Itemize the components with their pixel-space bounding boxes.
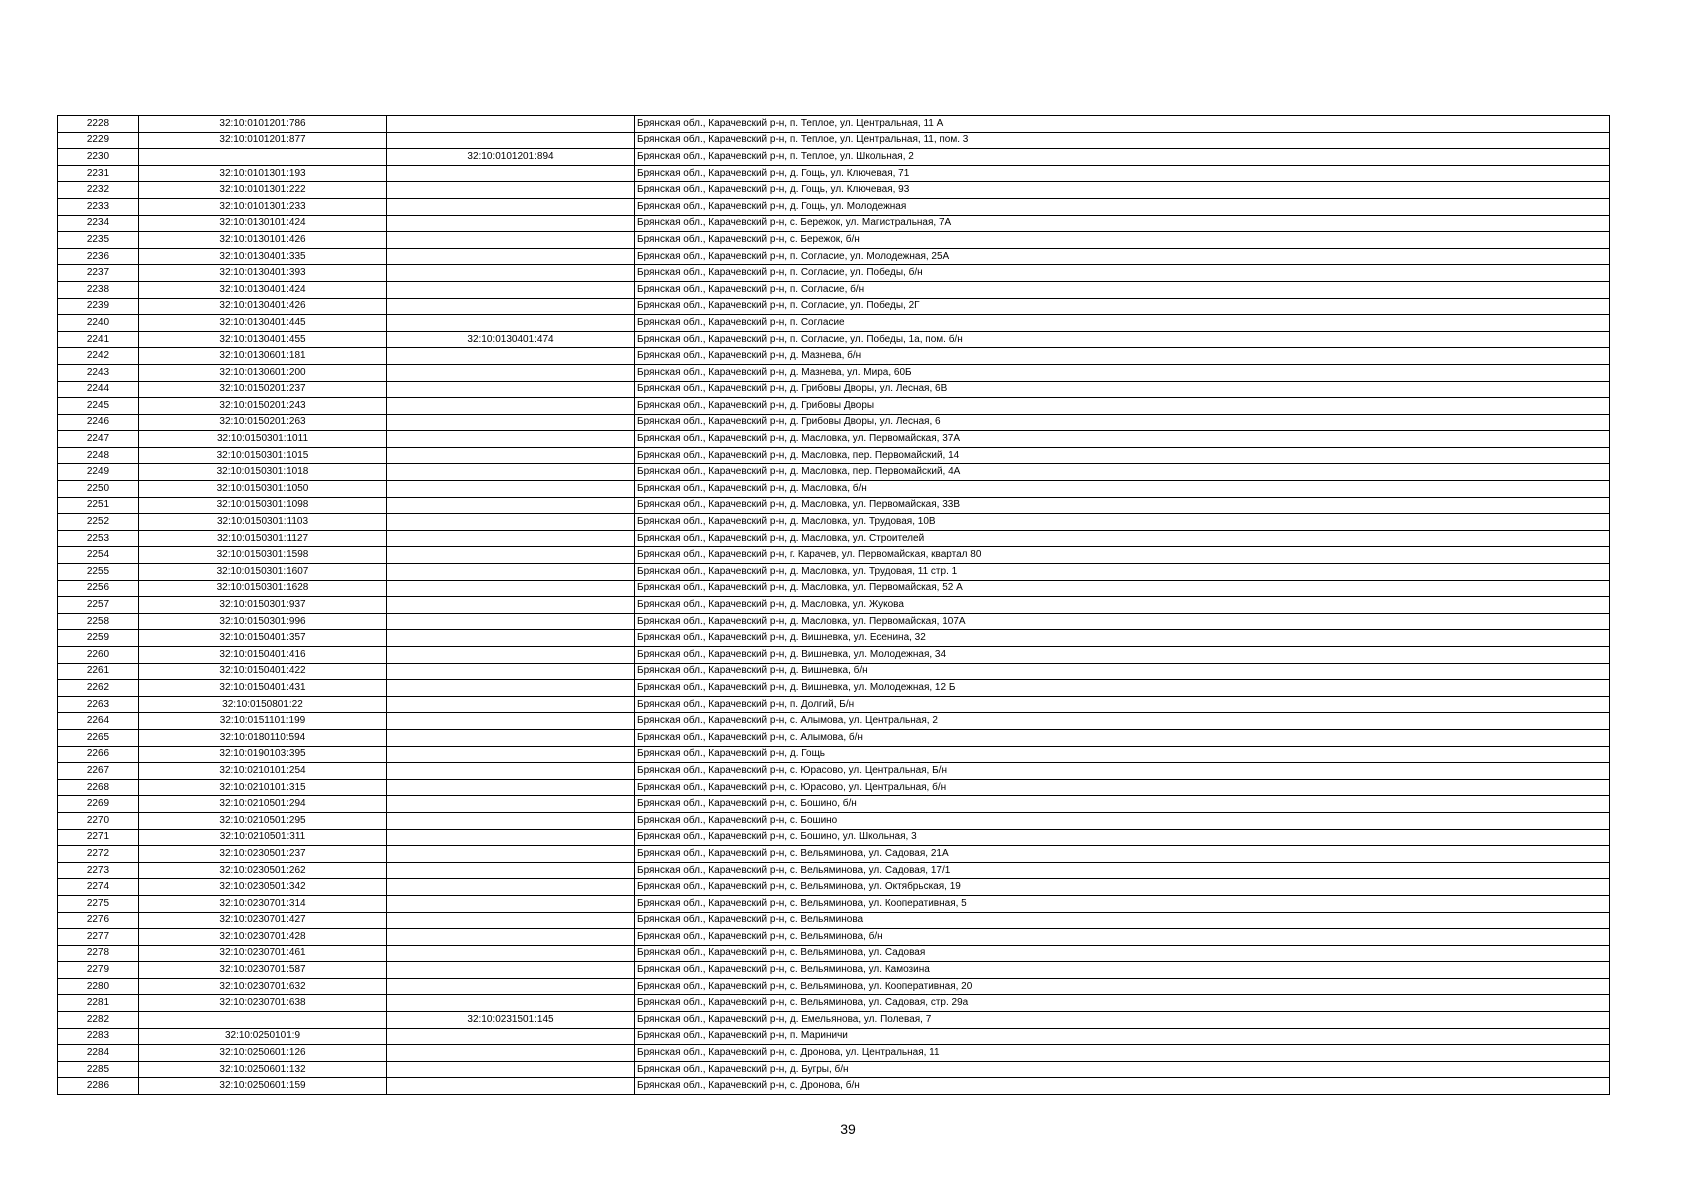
cadastral-number-cell: 32:10:0210101:254 (139, 763, 387, 780)
related-cadastral-number-cell (387, 978, 635, 995)
cadastral-number-cell: 32:10:0130101:424 (139, 215, 387, 232)
related-cadastral-number-cell (387, 580, 635, 597)
row-number-cell: 2233 (58, 198, 139, 215)
row-number-cell: 2277 (58, 929, 139, 946)
registry-sheet (57, 115, 1609, 1095)
related-cadastral-number-cell (387, 696, 635, 713)
table-row (58, 431, 1610, 448)
related-cadastral-number-cell (387, 132, 635, 149)
row-number-cell: 2247 (58, 431, 139, 448)
table-row (58, 1061, 1610, 1078)
row-number-cell: 2268 (58, 779, 139, 796)
address-cell: Брянская обл., Карачевский р-н, д. Мазнева, б/н (635, 348, 1610, 365)
address-cell: Брянская обл., Карачевский р-н, с. Дронова, ул. Центральная, 11 (635, 1045, 1610, 1062)
related-cadastral-number-cell (387, 829, 635, 846)
table-row (58, 812, 1610, 829)
address-cell: Брянская обл., Карачевский р-н, п. Согласие, б/н (635, 281, 1610, 298)
row-number-cell: 2279 (58, 962, 139, 979)
related-cadastral-number-cell (387, 1061, 635, 1078)
row-number-cell: 2255 (58, 564, 139, 581)
related-cadastral-number-cell (387, 713, 635, 730)
cadastral-number-cell: 32:10:0151101:199 (139, 713, 387, 730)
address-cell: Брянская обл., Карачевский р-н, с. Вельяминова, ул. Садовая, стр. 29а (635, 995, 1610, 1012)
related-cadastral-number-cell (387, 464, 635, 481)
cadastral-number-cell: 32:10:0101301:222 (139, 182, 387, 199)
table-row (58, 116, 1610, 133)
table-row (58, 1028, 1610, 1045)
row-number-cell: 2235 (58, 232, 139, 249)
address-cell: Брянская обл., Карачевский р-н, п. Теплое, ул. Центральная, 11 А (635, 116, 1610, 133)
cadastral-number-cell: 32:10:0230701:638 (139, 995, 387, 1012)
row-number-cell: 2263 (58, 696, 139, 713)
address-cell: Брянская обл., Карачевский р-н, д. Масловка, ул. Первомайская, 107А (635, 613, 1610, 630)
table-row (58, 796, 1610, 813)
row-number-cell: 2244 (58, 381, 139, 398)
cadastral-number-cell: 32:10:0150401:422 (139, 663, 387, 680)
related-cadastral-number-cell (387, 564, 635, 581)
row-number-cell: 2271 (58, 829, 139, 846)
cadastral-number-cell: 32:10:0210501:311 (139, 829, 387, 846)
cadastral-number-cell: 32:10:0250601:132 (139, 1061, 387, 1078)
table-row (58, 530, 1610, 547)
row-number-cell: 2269 (58, 796, 139, 813)
table-row (58, 879, 1610, 896)
table-row (58, 298, 1610, 315)
table-row (58, 1045, 1610, 1062)
cadastral-number-cell: 32:10:0150201:263 (139, 414, 387, 431)
row-number-cell: 2241 (58, 331, 139, 348)
cadastral-number-cell: 32:10:0150401:357 (139, 630, 387, 647)
cadastral-number-cell: 32:10:0250601:126 (139, 1045, 387, 1062)
row-number-cell: 2265 (58, 729, 139, 746)
cadastral-number-cell: 32:10:0190103:395 (139, 746, 387, 763)
cadastral-number-cell: 32:10:0150301:996 (139, 613, 387, 630)
row-number-cell: 2253 (58, 530, 139, 547)
row-number-cell: 2259 (58, 630, 139, 647)
cadastral-number-cell: 32:10:0130401:335 (139, 248, 387, 265)
related-cadastral-number-cell (387, 729, 635, 746)
related-cadastral-number-cell (387, 248, 635, 265)
address-cell: Брянская обл., Карачевский р-н, п. Согласие, ул. Победы, 2Г (635, 298, 1610, 315)
table-row (58, 514, 1610, 531)
related-cadastral-number-cell (387, 447, 635, 464)
cadastral-number-cell: 32:10:0210501:295 (139, 812, 387, 829)
related-cadastral-number-cell (387, 1028, 635, 1045)
address-cell: Брянская обл., Карачевский р-н, д. Вишневка, ул. Есенина, 32 (635, 630, 1610, 647)
address-cell: Брянская обл., Карачевский р-н, г. Карачев, ул. Первомайская, квартал 80 (635, 547, 1610, 564)
table-row (58, 929, 1610, 946)
address-cell: Брянская обл., Карачевский р-н, д. Масловка, ул. Трудовая, 10В (635, 514, 1610, 531)
cadastral-number-cell: 32:10:0150301:1018 (139, 464, 387, 481)
table-row (58, 198, 1610, 215)
table-row (58, 713, 1610, 730)
related-cadastral-number-cell (387, 381, 635, 398)
related-cadastral-number-cell (387, 779, 635, 796)
row-number-cell: 2237 (58, 265, 139, 282)
row-number-cell: 2273 (58, 862, 139, 879)
related-cadastral-number-cell: 32:10:0130401:474 (387, 331, 635, 348)
row-number-cell: 2256 (58, 580, 139, 597)
address-cell: Брянская обл., Карачевский р-н, д. Масловка, б/н (635, 481, 1610, 498)
row-number-cell: 2228 (58, 116, 139, 133)
cadastral-number-cell (139, 1012, 387, 1029)
row-number-cell: 2266 (58, 746, 139, 763)
address-cell: Брянская обл., Карачевский р-н, п. Согласие (635, 315, 1610, 332)
related-cadastral-number-cell (387, 846, 635, 863)
address-cell: Брянская обл., Карачевский р-н, с. Вельяминова, ул. Садовая, 21А (635, 846, 1610, 863)
address-cell: Брянская обл., Карачевский р-н, д. Вишневка, ул. Молодежная, 34 (635, 647, 1610, 664)
related-cadastral-number-cell (387, 364, 635, 381)
related-cadastral-number-cell (387, 116, 635, 133)
row-number-cell: 2231 (58, 165, 139, 182)
cadastral-number-cell: 32:10:0150301:1098 (139, 497, 387, 514)
table-row (58, 348, 1610, 365)
table-row (58, 580, 1610, 597)
table-row (58, 895, 1610, 912)
address-cell: Брянская обл., Карачевский р-н, д. Вишневка, ул. Молодежная, 12 Б (635, 680, 1610, 697)
row-number-cell: 2282 (58, 1012, 139, 1029)
address-cell: Брянская обл., Карачевский р-н, д. Емельянова, ул. Полевая, 7 (635, 1012, 1610, 1029)
related-cadastral-number-cell (387, 796, 635, 813)
address-cell: Брянская обл., Карачевский р-н, д. Масловка, пер. Первомайский, 4А (635, 464, 1610, 481)
table-row (58, 315, 1610, 332)
row-number-cell: 2261 (58, 663, 139, 680)
row-number-cell: 2246 (58, 414, 139, 431)
related-cadastral-number-cell: 32:10:0101201:894 (387, 149, 635, 166)
table-row (58, 729, 1610, 746)
address-cell: Брянская обл., Карачевский р-н, с. Вельяминова, ул. Кооперативная, 20 (635, 978, 1610, 995)
address-cell: Брянская обл., Карачевский р-н, д. Гощь, ул. Ключевая, 93 (635, 182, 1610, 199)
address-cell: Брянская обл., Карачевский р-н, д. Грибовы Дворы (635, 398, 1610, 415)
address-cell: Брянская обл., Карачевский р-н, п. Теплое, ул. Школьная, 2 (635, 149, 1610, 166)
related-cadastral-number-cell (387, 165, 635, 182)
registry-table-body (58, 116, 1610, 1095)
cadastral-number-cell: 32:10:0150301:937 (139, 597, 387, 614)
row-number-cell: 2245 (58, 398, 139, 415)
cadastral-number-cell: 32:10:0130401:445 (139, 315, 387, 332)
row-number-cell: 2264 (58, 713, 139, 730)
related-cadastral-number-cell (387, 414, 635, 431)
table-row (58, 1078, 1610, 1095)
row-number-cell: 2239 (58, 298, 139, 315)
table-row (58, 829, 1610, 846)
address-cell: Брянская обл., Карачевский р-н, д. Гощь, ул. Ключевая, 71 (635, 165, 1610, 182)
related-cadastral-number-cell (387, 746, 635, 763)
cadastral-number-cell: 32:10:0250601:159 (139, 1078, 387, 1095)
cadastral-number-cell: 32:10:0180110:594 (139, 729, 387, 746)
address-cell: Брянская обл., Карачевский р-н, с. Дронова, б/н (635, 1078, 1610, 1095)
row-number-cell: 2257 (58, 597, 139, 614)
related-cadastral-number-cell (387, 315, 635, 332)
cadastral-number-cell (139, 149, 387, 166)
table-row (58, 630, 1610, 647)
row-number-cell: 2281 (58, 995, 139, 1012)
table-row (58, 763, 1610, 780)
cadastral-number-cell: 32:10:0150301:1011 (139, 431, 387, 448)
row-number-cell: 2250 (58, 481, 139, 498)
table-row (58, 497, 1610, 514)
table-row (58, 1012, 1610, 1029)
table-row (58, 265, 1610, 282)
table-row (58, 862, 1610, 879)
cadastral-number-cell: 32:10:0130401:393 (139, 265, 387, 282)
cadastral-number-cell: 32:10:0150801:22 (139, 696, 387, 713)
related-cadastral-number-cell (387, 547, 635, 564)
address-cell: Брянская обл., Карачевский р-н, п. Согласие, ул. Молодежная, 25А (635, 248, 1610, 265)
row-number-cell: 2275 (58, 895, 139, 912)
table-row (58, 182, 1610, 199)
row-number-cell: 2276 (58, 912, 139, 929)
table-row (58, 132, 1610, 149)
table-row (58, 281, 1610, 298)
table-row (58, 962, 1610, 979)
related-cadastral-number-cell (387, 945, 635, 962)
table-row (58, 696, 1610, 713)
address-cell: Брянская обл., Карачевский р-н, п. Согласие, ул. Победы, б/н (635, 265, 1610, 282)
address-cell: Брянская обл., Карачевский р-н, с. Бошино (635, 812, 1610, 829)
related-cadastral-number-cell (387, 1078, 635, 1095)
address-cell: Брянская обл., Карачевский р-н, с. Алымова, ул. Центральная, 2 (635, 713, 1610, 730)
related-cadastral-number-cell (387, 912, 635, 929)
related-cadastral-number-cell (387, 630, 635, 647)
table-row (58, 663, 1610, 680)
cadastral-number-cell: 32:10:0150201:237 (139, 381, 387, 398)
row-number-cell: 2262 (58, 680, 139, 697)
cadastral-number-cell: 32:10:0130401:426 (139, 298, 387, 315)
related-cadastral-number-cell (387, 812, 635, 829)
row-number-cell: 2258 (58, 613, 139, 630)
cadastral-number-cell: 32:10:0230701:314 (139, 895, 387, 912)
table-row (58, 647, 1610, 664)
cadastral-number-cell: 32:10:0130401:424 (139, 281, 387, 298)
related-cadastral-number-cell (387, 530, 635, 547)
table-row (58, 398, 1610, 415)
table-row (58, 978, 1610, 995)
address-cell: Брянская обл., Карачевский р-н, д. Грибовы Дворы, ул. Лесная, 6В (635, 381, 1610, 398)
cadastral-number-cell: 32:10:0230501:342 (139, 879, 387, 896)
cadastral-number-cell: 32:10:0150301:1598 (139, 547, 387, 564)
row-number-cell: 2249 (58, 464, 139, 481)
address-cell: Брянская обл., Карачевский р-н, с. Вельяминова, ул. Садовая (635, 945, 1610, 962)
cadastral-number-cell: 32:10:0101201:877 (139, 132, 387, 149)
address-cell: Брянская обл., Карачевский р-н, с. Вельяминова, ул. Камозина (635, 962, 1610, 979)
address-cell: Брянская обл., Карачевский р-н, с. Вельяминова, ул. Садовая, 17/1 (635, 862, 1610, 879)
related-cadastral-number-cell (387, 215, 635, 232)
table-row (58, 912, 1610, 929)
address-cell: Брянская обл., Карачевский р-н, с. Бошино, ул. Школьная, 3 (635, 829, 1610, 846)
table-row (58, 165, 1610, 182)
address-cell: Брянская обл., Карачевский р-н, с. Вельяминова (635, 912, 1610, 929)
table-row (58, 414, 1610, 431)
address-cell: Брянская обл., Карачевский р-н, п. Теплое, ул. Центральная, 11, пом. 3 (635, 132, 1610, 149)
table-row (58, 464, 1610, 481)
table-row (58, 945, 1610, 962)
row-number-cell: 2248 (58, 447, 139, 464)
table-row (58, 680, 1610, 697)
cadastral-number-cell: 32:10:0150301:1050 (139, 481, 387, 498)
table-row (58, 481, 1610, 498)
address-cell: Брянская обл., Карачевский р-н, д. Мазнева, ул. Мира, 60Б (635, 364, 1610, 381)
cadastral-number-cell: 32:10:0230701:428 (139, 929, 387, 946)
table-row (58, 447, 1610, 464)
related-cadastral-number-cell (387, 895, 635, 912)
related-cadastral-number-cell (387, 198, 635, 215)
row-number-cell: 2260 (58, 647, 139, 664)
address-cell: Брянская обл., Карачевский р-н, д. Гощь (635, 746, 1610, 763)
cadastral-number-cell: 32:10:0230501:262 (139, 862, 387, 879)
cadastral-number-cell: 32:10:0230701:461 (139, 945, 387, 962)
row-number-cell: 2232 (58, 182, 139, 199)
address-cell: Брянская обл., Карачевский р-н, д. Бугры, б/н (635, 1061, 1610, 1078)
related-cadastral-number-cell (387, 281, 635, 298)
address-cell: Брянская обл., Карачевский р-н, д. Масловка, ул. Первомайская, 33В (635, 497, 1610, 514)
row-number-cell: 2284 (58, 1045, 139, 1062)
table-row (58, 564, 1610, 581)
related-cadastral-number-cell (387, 647, 635, 664)
row-number-cell: 2270 (58, 812, 139, 829)
cadastral-number-cell: 32:10:0150401:431 (139, 680, 387, 697)
row-number-cell: 2240 (58, 315, 139, 332)
table-row (58, 149, 1610, 166)
address-cell: Брянская обл., Карачевский р-н, с. Юрасово, ул. Центральная, Б/н (635, 763, 1610, 780)
related-cadastral-number-cell (387, 962, 635, 979)
row-number-cell: 2285 (58, 1061, 139, 1078)
row-number-cell: 2234 (58, 215, 139, 232)
table-row (58, 381, 1610, 398)
address-cell: Брянская обл., Карачевский р-н, п. Мариничи (635, 1028, 1610, 1045)
address-cell: Брянская обл., Карачевский р-н, д. Масловка, ул. Жукова (635, 597, 1610, 614)
address-cell: Брянская обл., Карачевский р-н, с. Вельяминова, ул. Октябрьская, 19 (635, 879, 1610, 896)
row-number-cell: 2242 (58, 348, 139, 365)
related-cadastral-number-cell (387, 613, 635, 630)
row-number-cell: 2236 (58, 248, 139, 265)
row-number-cell: 2278 (58, 945, 139, 962)
table-row (58, 248, 1610, 265)
related-cadastral-number-cell (387, 680, 635, 697)
cadastral-number-cell: 32:10:0150301:1127 (139, 530, 387, 547)
cadastral-number-cell: 32:10:0250101:9 (139, 1028, 387, 1045)
row-number-cell: 2230 (58, 149, 139, 166)
cadastral-number-cell: 32:10:0150401:416 (139, 647, 387, 664)
row-number-cell: 2252 (58, 514, 139, 531)
address-cell: Брянская обл., Карачевский р-н, с. Бережок, б/н (635, 232, 1610, 249)
related-cadastral-number-cell (387, 862, 635, 879)
related-cadastral-number-cell (387, 929, 635, 946)
address-cell: Брянская обл., Карачевский р-н, с. Вельяминова, ул. Кооперативная, 5 (635, 895, 1610, 912)
related-cadastral-number-cell (387, 514, 635, 531)
address-cell: Брянская обл., Карачевский р-н, д. Вишневка, б/н (635, 663, 1610, 680)
table-row (58, 613, 1610, 630)
address-cell: Брянская обл., Карачевский р-н, д. Масловка, ул. Первомайская, 52 А (635, 580, 1610, 597)
row-number-cell: 2254 (58, 547, 139, 564)
address-cell: Брянская обл., Карачевский р-н, д. Масловка, ул. Первомайская, 37А (635, 431, 1610, 448)
table-row (58, 779, 1610, 796)
row-number-cell: 2251 (58, 497, 139, 514)
row-number-cell: 2274 (58, 879, 139, 896)
cadastral-number-cell: 32:10:0130601:200 (139, 364, 387, 381)
related-cadastral-number-cell (387, 597, 635, 614)
related-cadastral-number-cell (387, 763, 635, 780)
address-cell: Брянская обл., Карачевский р-н, д. Грибовы Дворы, ул. Лесная, 6 (635, 414, 1610, 431)
related-cadastral-number-cell (387, 232, 635, 249)
row-number-cell: 2286 (58, 1078, 139, 1095)
cadastral-number-cell: 32:10:0150301:1015 (139, 447, 387, 464)
cadastral-number-cell: 32:10:0130401:455 (139, 331, 387, 348)
table-row (58, 746, 1610, 763)
table-row (58, 331, 1610, 348)
related-cadastral-number-cell (387, 348, 635, 365)
related-cadastral-number-cell: 32:10:0231501:145 (387, 1012, 635, 1029)
table-row (58, 364, 1610, 381)
row-number-cell: 2280 (58, 978, 139, 995)
cadastral-number-cell: 32:10:0150301:1103 (139, 514, 387, 531)
address-cell: Брянская обл., Карачевский р-н, с. Алымова, б/н (635, 729, 1610, 746)
cadastral-number-cell: 32:10:0101301:193 (139, 165, 387, 182)
address-cell: Брянская обл., Карачевский р-н, п. Долгий, Б/н (635, 696, 1610, 713)
row-number-cell: 2243 (58, 364, 139, 381)
row-number-cell: 2267 (58, 763, 139, 780)
row-number-cell: 2238 (58, 281, 139, 298)
registry-table (57, 115, 1610, 1095)
address-cell: Брянская обл., Карачевский р-н, с. Вельяминова, б/н (635, 929, 1610, 946)
cadastral-number-cell: 32:10:0230501:237 (139, 846, 387, 863)
cadastral-number-cell: 32:10:0150301:1607 (139, 564, 387, 581)
address-cell: Брянская обл., Карачевский р-н, д. Масловка, ул. Строителей (635, 530, 1610, 547)
related-cadastral-number-cell (387, 398, 635, 415)
related-cadastral-number-cell (387, 663, 635, 680)
cadastral-number-cell: 32:10:0210101:315 (139, 779, 387, 796)
related-cadastral-number-cell (387, 995, 635, 1012)
related-cadastral-number-cell (387, 182, 635, 199)
cadastral-number-cell: 32:10:0150301:1628 (139, 580, 387, 597)
table-row (58, 215, 1610, 232)
related-cadastral-number-cell (387, 1045, 635, 1062)
address-cell: Брянская обл., Карачевский р-н, с. Бережок, ул. Магистральная, 7А (635, 215, 1610, 232)
cadastral-number-cell: 32:10:0230701:632 (139, 978, 387, 995)
cadastral-number-cell: 32:10:0130601:181 (139, 348, 387, 365)
cadastral-number-cell: 32:10:0230701:427 (139, 912, 387, 929)
cadastral-number-cell: 32:10:0230701:587 (139, 962, 387, 979)
related-cadastral-number-cell (387, 265, 635, 282)
cadastral-number-cell: 32:10:0101301:233 (139, 198, 387, 215)
table-row (58, 232, 1610, 249)
cadastral-number-cell: 32:10:0210501:294 (139, 796, 387, 813)
cadastral-number-cell: 32:10:0101201:786 (139, 116, 387, 133)
table-row (58, 547, 1610, 564)
address-cell: Брянская обл., Карачевский р-н, с. Бошино, б/н (635, 796, 1610, 813)
cadastral-number-cell: 32:10:0150201:243 (139, 398, 387, 415)
related-cadastral-number-cell (387, 879, 635, 896)
address-cell: Брянская обл., Карачевский р-н, д. Масловка, пер. Первомайский, 14 (635, 447, 1610, 464)
page-number: 39 (840, 1121, 856, 1137)
row-number-cell: 2272 (58, 846, 139, 863)
related-cadastral-number-cell (387, 497, 635, 514)
table-row (58, 846, 1610, 863)
address-cell: Брянская обл., Карачевский р-н, д. Масловка, ул. Трудовая, 11 стр. 1 (635, 564, 1610, 581)
address-cell: Брянская обл., Карачевский р-н, с. Юрасово, ул. Центральная, б/н (635, 779, 1610, 796)
row-number-cell: 2229 (58, 132, 139, 149)
related-cadastral-number-cell (387, 431, 635, 448)
related-cadastral-number-cell (387, 481, 635, 498)
cadastral-number-cell: 32:10:0130101:426 (139, 232, 387, 249)
address-cell: Брянская обл., Карачевский р-н, д. Гощь, ул. Молодежная (635, 198, 1610, 215)
related-cadastral-number-cell (387, 298, 635, 315)
row-number-cell: 2283 (58, 1028, 139, 1045)
table-row (58, 597, 1610, 614)
table-row (58, 995, 1610, 1012)
address-cell: Брянская обл., Карачевский р-н, п. Согласие, ул. Победы, 1а, пом. б/н (635, 331, 1610, 348)
